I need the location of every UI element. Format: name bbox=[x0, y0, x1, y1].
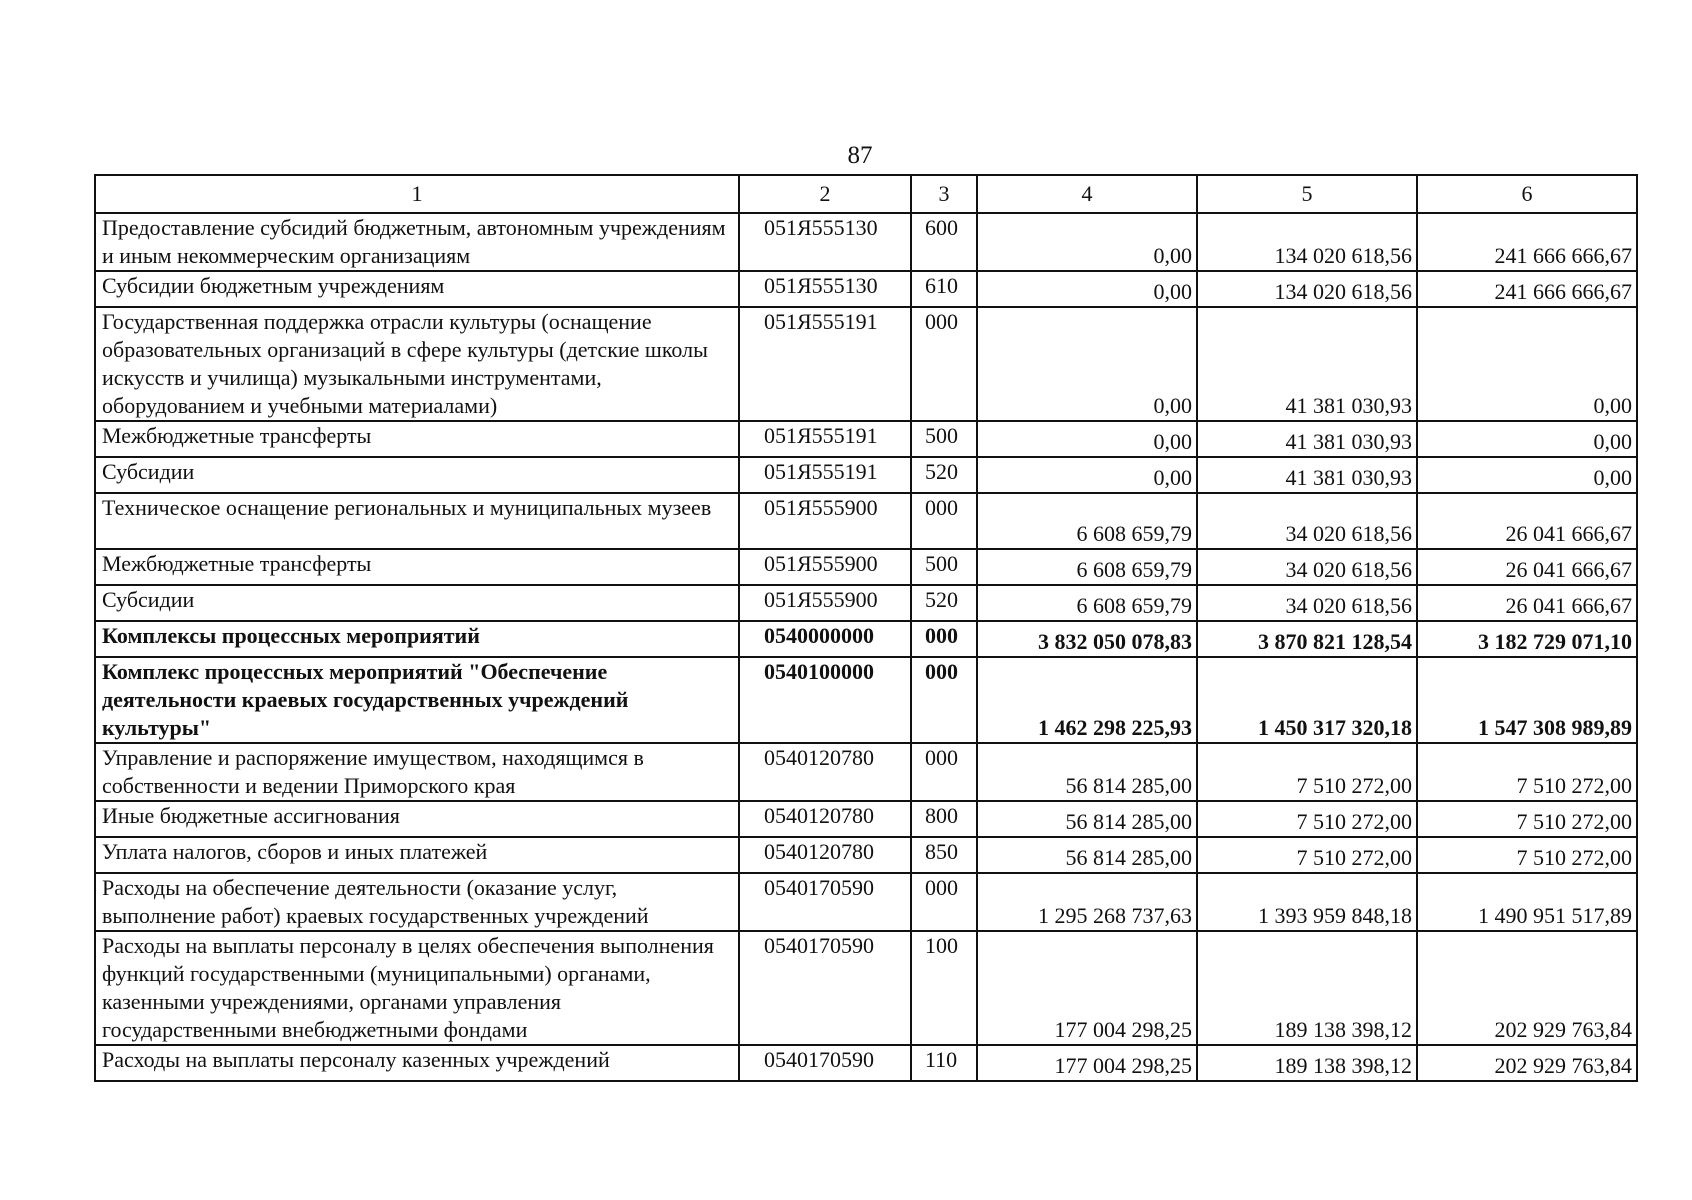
column-header-4: 4 bbox=[977, 175, 1197, 213]
row-code: 0540170590 bbox=[739, 1045, 911, 1081]
row-value-col4: 177 004 298,25 bbox=[977, 931, 1197, 1045]
table-row bbox=[95, 549, 1637, 585]
row-value-col6: 7 510 272,00 bbox=[1417, 743, 1637, 801]
row-value-col4: 0,00 bbox=[977, 457, 1197, 493]
column-header-3: 3 bbox=[911, 175, 977, 213]
row-value-col5: 41 381 030,93 bbox=[1197, 307, 1417, 421]
row-value-col5: 41 381 030,93 bbox=[1197, 421, 1417, 457]
row-name: Субсидии bbox=[95, 585, 739, 621]
table-row bbox=[95, 271, 1637, 307]
row-code: 0540120780 bbox=[739, 837, 911, 873]
row-value-col4: 0,00 bbox=[977, 213, 1197, 271]
row-value-col5: 7 510 272,00 bbox=[1197, 801, 1417, 837]
row-value-col5: 189 138 398,12 bbox=[1197, 1045, 1417, 1081]
row-expense-type: 500 bbox=[911, 549, 977, 585]
row-code: 051Я555130 bbox=[739, 271, 911, 307]
row-value-col6: 241 666 666,67 bbox=[1417, 213, 1637, 271]
row-name: Субсидии bbox=[95, 457, 739, 493]
row-value-col5: 7 510 272,00 bbox=[1197, 837, 1417, 873]
row-name: Техническое оснащение региональных и муниципальных музеев bbox=[95, 493, 739, 549]
row-value-col5: 34 020 618,56 bbox=[1197, 549, 1417, 585]
table-row bbox=[95, 657, 1637, 743]
table-row bbox=[95, 585, 1637, 621]
budget-table bbox=[94, 174, 1638, 1082]
row-code: 051Я555900 bbox=[739, 493, 911, 549]
row-code: 0540170590 bbox=[739, 931, 911, 1045]
row-value-col6: 241 666 666,67 bbox=[1417, 271, 1637, 307]
row-name: Расходы на обеспечение деятельности (оказание услуг, выполнение работ) краевых государственных учреждений bbox=[95, 873, 739, 931]
row-expense-type: 000 bbox=[911, 743, 977, 801]
row-value-col5: 34 020 618,56 bbox=[1197, 585, 1417, 621]
row-value-col6: 0,00 bbox=[1417, 421, 1637, 457]
row-value-col6: 0,00 bbox=[1417, 307, 1637, 421]
row-code: 051Я555191 bbox=[739, 421, 911, 457]
row-name: Субсидии бюджетным учреждениям bbox=[95, 271, 739, 307]
table-row bbox=[95, 837, 1637, 873]
row-value-col5: 189 138 398,12 bbox=[1197, 931, 1417, 1045]
row-value-col6: 1 547 308 989,89 bbox=[1417, 657, 1637, 743]
row-expense-type: 000 bbox=[911, 493, 977, 549]
table-row bbox=[95, 801, 1637, 837]
row-expense-type: 110 bbox=[911, 1045, 977, 1081]
column-header-1: 1 bbox=[95, 175, 739, 213]
row-value-col4: 6 608 659,79 bbox=[977, 585, 1197, 621]
row-value-col5: 34 020 618,56 bbox=[1197, 493, 1417, 549]
row-name: Государственная поддержка отрасли культуры (оснащение образовательных организаций в сфере культуры (детские школы искусств и училища) музыкальными инструментами, оборудованием и учебными материалами) bbox=[95, 307, 739, 421]
row-code: 051Я555900 bbox=[739, 585, 911, 621]
row-code: 051Я555130 bbox=[739, 213, 911, 271]
row-value-col6: 26 041 666,67 bbox=[1417, 585, 1637, 621]
table-row bbox=[95, 213, 1637, 271]
row-value-col4: 3 832 050 078,83 bbox=[977, 621, 1197, 657]
row-expense-type: 600 bbox=[911, 213, 977, 271]
row-name: Предоставление субсидий бюджетным, автономным учреждениям и иным некоммерческим организациям bbox=[95, 213, 739, 271]
row-value-col5: 134 020 618,56 bbox=[1197, 213, 1417, 271]
row-value-col5: 1 450 317 320,18 bbox=[1197, 657, 1417, 743]
row-expense-type: 000 bbox=[911, 307, 977, 421]
row-value-col4: 56 814 285,00 bbox=[977, 837, 1197, 873]
row-value-col4: 1 462 298 225,93 bbox=[977, 657, 1197, 743]
table-row bbox=[95, 743, 1637, 801]
table-row bbox=[95, 457, 1637, 493]
row-expense-type: 800 bbox=[911, 801, 977, 837]
row-code: 0540000000 bbox=[739, 621, 911, 657]
row-name: Уплата налогов, сборов и иных платежей bbox=[95, 837, 739, 873]
column-header-5: 5 bbox=[1197, 175, 1417, 213]
table-row bbox=[95, 621, 1637, 657]
table-row bbox=[95, 1045, 1637, 1081]
row-value-col4: 6 608 659,79 bbox=[977, 493, 1197, 549]
table-row bbox=[95, 493, 1637, 549]
table-row bbox=[95, 873, 1637, 931]
row-expense-type: 000 bbox=[911, 657, 977, 743]
row-value-col4: 1 295 268 737,63 bbox=[977, 873, 1197, 931]
row-value-col5: 7 510 272,00 bbox=[1197, 743, 1417, 801]
row-name: Иные бюджетные ассигнования bbox=[95, 801, 739, 837]
row-value-col5: 3 870 821 128,54 bbox=[1197, 621, 1417, 657]
row-value-col4: 0,00 bbox=[977, 271, 1197, 307]
row-value-col4: 0,00 bbox=[977, 421, 1197, 457]
row-code: 0540100000 bbox=[739, 657, 911, 743]
row-expense-type: 610 bbox=[911, 271, 977, 307]
row-code: 051Я555900 bbox=[739, 549, 911, 585]
row-value-col6: 0,00 bbox=[1417, 457, 1637, 493]
row-expense-type: 520 bbox=[911, 457, 977, 493]
row-code: 0540120780 bbox=[739, 743, 911, 801]
row-expense-type: 500 bbox=[911, 421, 977, 457]
table-header bbox=[95, 175, 1637, 213]
row-value-col5: 134 020 618,56 bbox=[1197, 271, 1417, 307]
row-value-col6: 202 929 763,84 bbox=[1417, 931, 1637, 1045]
row-value-col4: 0,00 bbox=[977, 307, 1197, 421]
row-expense-type: 100 bbox=[911, 931, 977, 1045]
row-expense-type: 850 bbox=[911, 837, 977, 873]
row-value-col6: 26 041 666,67 bbox=[1417, 493, 1637, 549]
row-name: Межбюджетные трансферты bbox=[95, 421, 739, 457]
table-row bbox=[95, 931, 1637, 1045]
row-value-col6: 7 510 272,00 bbox=[1417, 801, 1637, 837]
row-name: Управление и распоряжение имуществом, находящимся в собственности и ведении Приморского края bbox=[95, 743, 739, 801]
row-name: Комплексы процессных мероприятий bbox=[95, 621, 739, 657]
row-expense-type: 520 bbox=[911, 585, 977, 621]
table-row bbox=[95, 421, 1637, 457]
row-expense-type: 000 bbox=[911, 621, 977, 657]
row-code: 0540170590 bbox=[739, 873, 911, 931]
row-value-col4: 6 608 659,79 bbox=[977, 549, 1197, 585]
row-value-col6: 3 182 729 071,10 bbox=[1417, 621, 1637, 657]
row-name: Расходы на выплаты персоналу в целях обеспечения выполнения функций государственными (муниципальными) органами, казенными учреждениями, органами управления государственными внебюджетными фондами bbox=[95, 931, 739, 1045]
row-value-col4: 177 004 298,25 bbox=[977, 1045, 1197, 1081]
row-expense-type: 000 bbox=[911, 873, 977, 931]
page-number: 87 bbox=[847, 142, 873, 169]
row-value-col6: 1 490 951 517,89 bbox=[1417, 873, 1637, 931]
row-value-col6: 26 041 666,67 bbox=[1417, 549, 1637, 585]
row-code: 051Я555191 bbox=[739, 457, 911, 493]
row-value-col4: 56 814 285,00 bbox=[977, 801, 1197, 837]
row-name: Расходы на выплаты персоналу казенных учреждений bbox=[95, 1045, 739, 1081]
row-code: 0540120780 bbox=[739, 801, 911, 837]
header-row bbox=[95, 175, 1637, 213]
row-name: Межбюджетные трансферты bbox=[95, 549, 739, 585]
row-name: Комплекс процессных мероприятий "Обеспечение деятельности краевых государственных учреждений культуры" bbox=[95, 657, 739, 743]
row-value-col6: 202 929 763,84 bbox=[1417, 1045, 1637, 1081]
table-body bbox=[95, 213, 1637, 1081]
row-value-col6: 7 510 272,00 bbox=[1417, 837, 1637, 873]
row-value-col5: 1 393 959 848,18 bbox=[1197, 873, 1417, 931]
row-value-col5: 41 381 030,93 bbox=[1197, 457, 1417, 493]
column-header-6: 6 bbox=[1417, 175, 1637, 213]
row-value-col4: 56 814 285,00 bbox=[977, 743, 1197, 801]
table-row bbox=[95, 307, 1637, 421]
column-header-2: 2 bbox=[739, 175, 911, 213]
row-code: 051Я555191 bbox=[739, 307, 911, 421]
